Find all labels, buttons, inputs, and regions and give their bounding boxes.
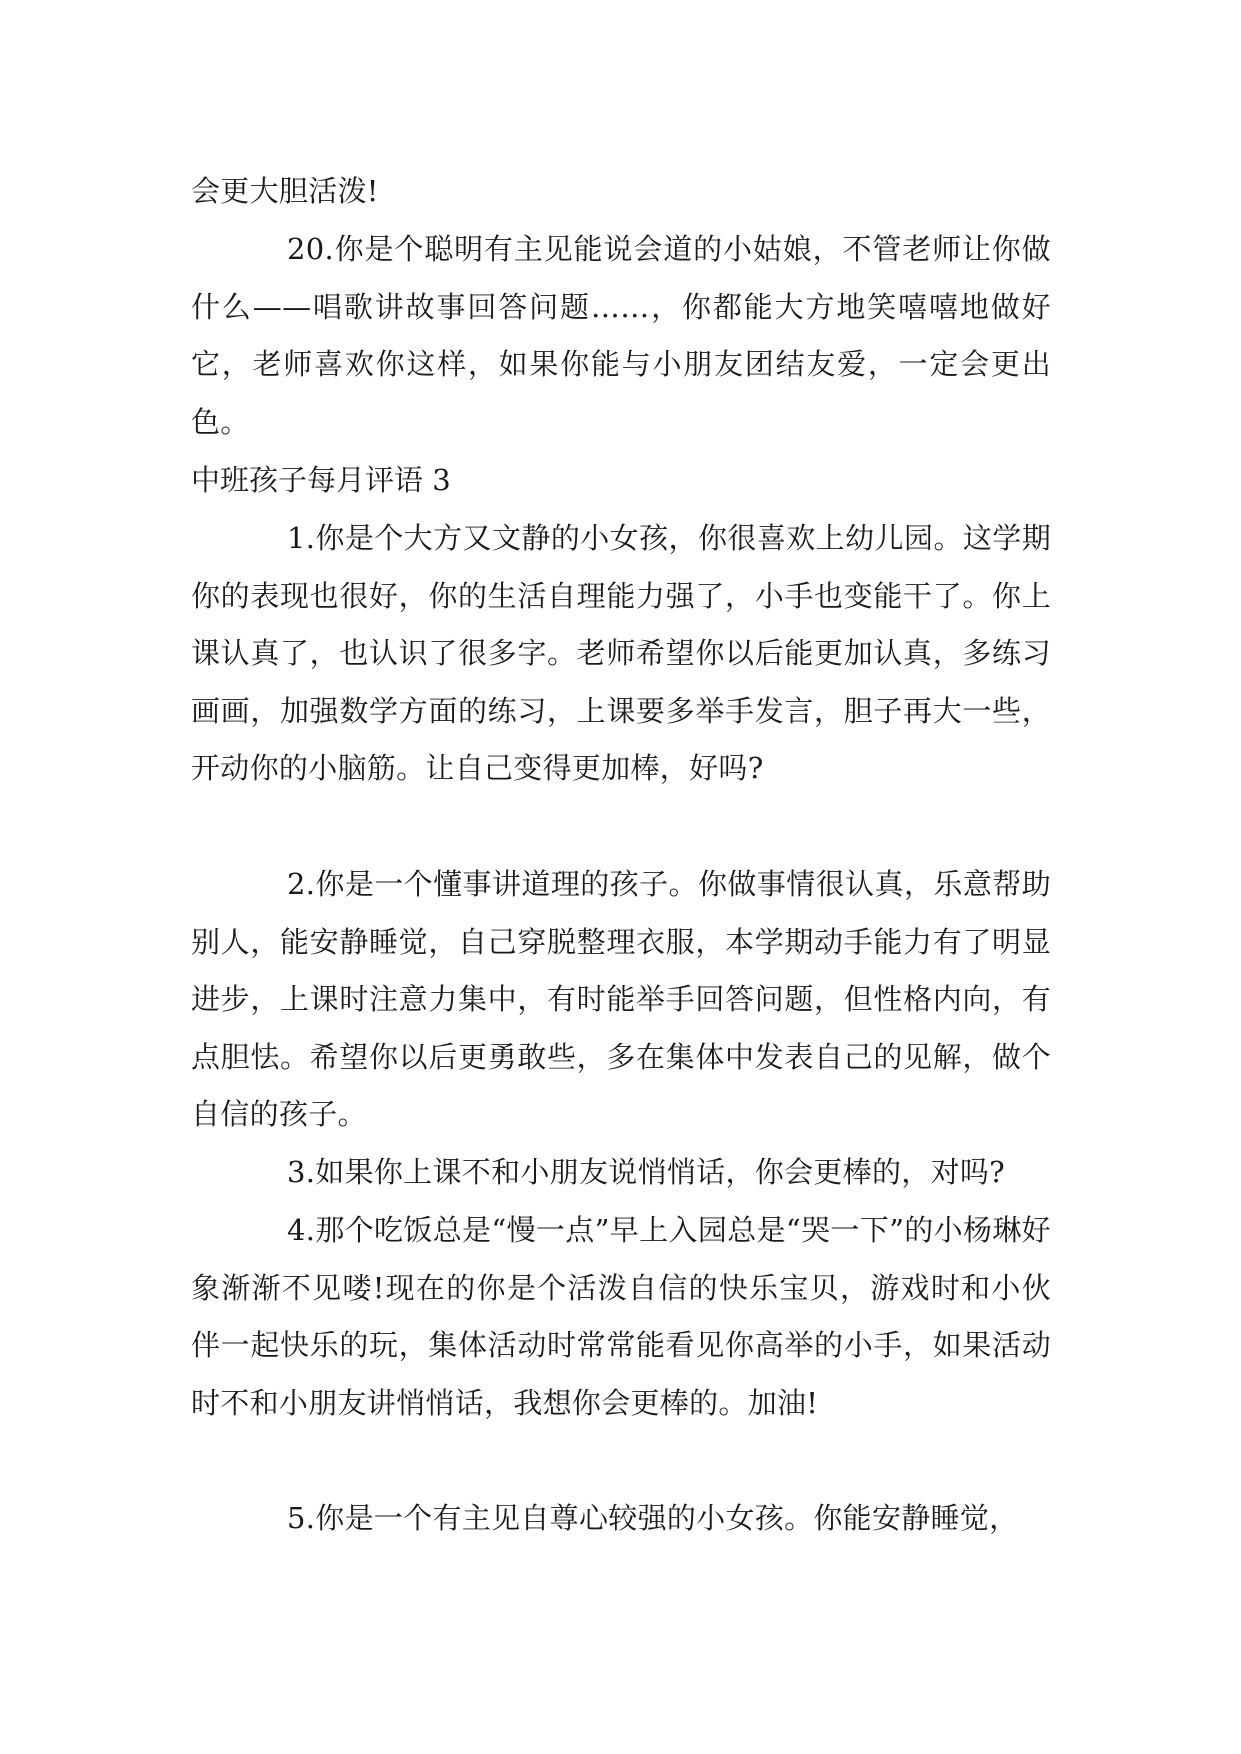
paragraph-4: 4.那个吃饭总是“慢一点”早上入园总是“哭一下”的小杨琳好象渐渐不见喽!现在的你是个活泼自信的快乐宝贝，游戏时和小伙伴一起快乐的玩，集体活动时常常能看见你高举的小手，如果活动时不和小朋友讲悄悄话，我想你会更棒的。加油! [191, 1213, 1051, 1420]
paragraph-1: 1.你是个大方又文静的小女孩，你很喜欢上幼儿园。这学期你的表现也很好，你的生活自理能力强了，小手也变能干了。你上课认真了，也认识了很多字。老师希望你以后能更加认真，多练习画画，加强数学方面的练习，上课要多举手发言，胆子再大一些，开动你的小脑筋。让自己变得更加棒，好吗? [191, 521, 1051, 786]
continuation-text: 会更大胆活泼! [191, 174, 379, 208]
paragraph-5: 5.你是一个有主见自尊心较强的小女孩。你能安静睡觉， [287, 1501, 1019, 1535]
paragraph-20: 20.你是个聪明有主见能说会道的小姑娘，不管老师让你做什么——唱歌讲故事回答问题……，你都能大方地笑嘻嘻地做好它，老师喜欢你这样，如果你能与小朋友团结友爱，一定会更出色。 [191, 232, 1051, 439]
paragraph-2: 2.你是一个懂事讲道理的孩子。你做事情很认真，乐意帮助别人，能安静睡觉，自己穿脱整理衣服，本学期动手能力有了明显进步，上课时注意力集中，有时能举手回答问题，但性格内向，有点胆怯。希望你以后更勇敢些，多在集体中发表自己的见解，做个自信的孩子。 [191, 867, 1051, 1132]
section-heading: 中班孩子每月评语 3 [191, 463, 451, 497]
paragraph-3: 3.如果你上课不和小朋友说悄悄话，你会更棒的，对吗? [287, 1155, 1006, 1189]
